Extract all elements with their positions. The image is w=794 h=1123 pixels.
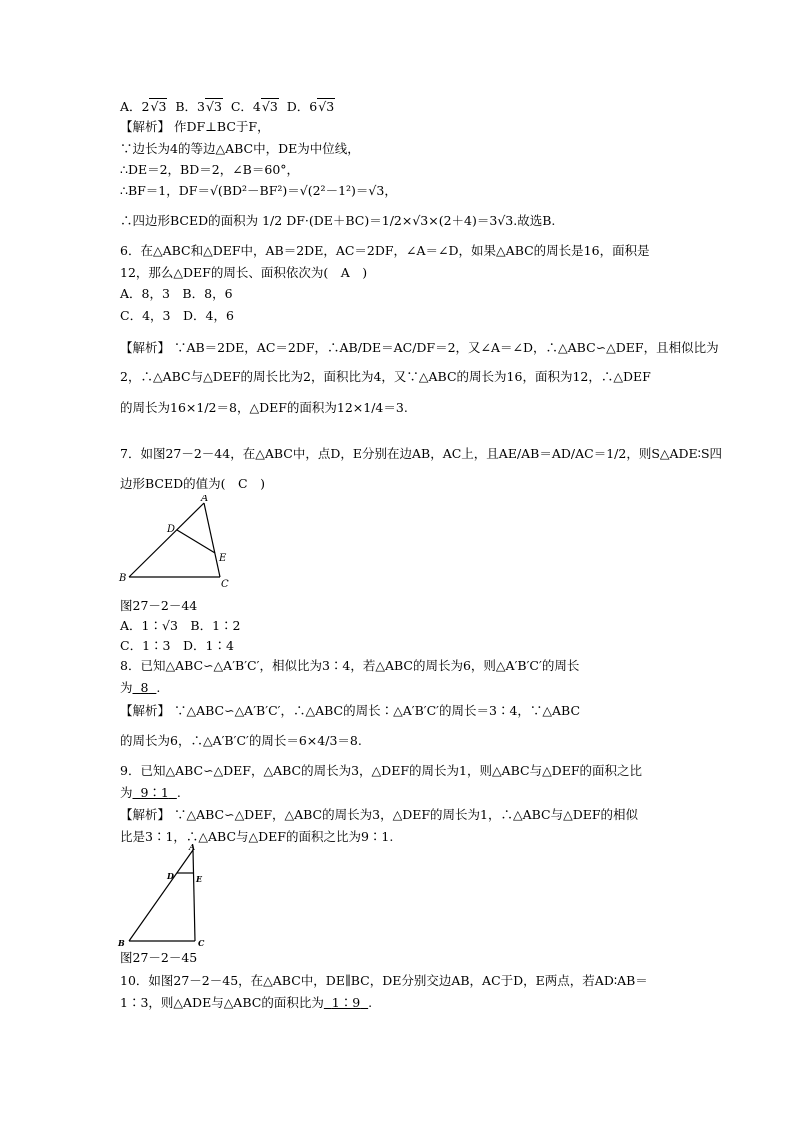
label-e: E — [196, 874, 203, 884]
side-ac — [193, 850, 195, 941]
label-b: B — [119, 573, 127, 584]
q6-options-2: C．4，3 D．4，6 — [120, 308, 234, 323]
segment-de — [177, 530, 215, 553]
q10-stem-line-1: 10．如图27－2－45，在△ABC中，DE∥BC，DE分别交边AB，AC于D，E两点，若AD∶AB＝ — [120, 973, 648, 988]
q5-solution-line-3: ∴DE＝2，BD＝2，∠B＝60°， — [120, 162, 300, 177]
q9-stem-line-2: 为 9∶1 . — [120, 785, 181, 800]
label-d: D — [167, 524, 176, 535]
side-ac — [204, 503, 220, 577]
q8-answer-blank: 8 — [140, 680, 149, 695]
label-e: E — [219, 553, 227, 564]
figure-27-2-45 — [115, 842, 215, 950]
q8-solution-line-2: 的周长为6，∴△A′B′C′的周长＝6×4/3＝8. — [120, 733, 362, 748]
q6-solution-line-1: 【解析】 ∵AB＝2DE，AC＝2DF，∴AB/DE＝AC/DF＝2，又∠A＝∠D，∴△ABC∽△DEF，且相似比为 — [120, 340, 719, 355]
q5-solution-line-5: ∴四边形BCED的面积为 1/2 DF·(DE＋BC)＝1/2×√3×(2＋4)＝3√3.故选B. — [120, 213, 556, 228]
q9-solution-line-1: 【解析】 ∵△ABC∽△DEF，△ABC的周长为3，△DEF的周长为1，∴△ABC与△DEF的相似 — [120, 807, 639, 822]
q10-stem-line-2: 1∶3，则△ADE与△ABC的面积比为 1∶9 . — [120, 995, 373, 1010]
figure-27-2-44-caption: 图27－2－44 — [120, 598, 198, 613]
q6-stem-line-1: 6．在△ABC和△DEF中，AB＝2DE，AC＝2DF，∠A＝∠D，如果△ABC的周长是16，面积是 — [120, 243, 650, 258]
q6-options-1: A．8，3 B．8，6 — [120, 286, 233, 301]
label-a: A — [201, 495, 209, 504]
q5-solution-line-4: ∴BF＝1，DF＝√(BD²－BF²)＝√(2²－1²)＝√3， — [120, 183, 397, 198]
q7-stem-line-1: 7．如图27－2－44，在△ABC中，点D，E分别在边AB，AC上，且AE/AB＝AD/AC＝1/2，则S△ADE∶S四 — [120, 446, 723, 461]
q7-options-2: C．1∶3 D．1∶4 — [120, 638, 234, 653]
figure-27-2-45-caption: 图27－2－45 — [120, 950, 198, 965]
q6-solution-line-3: 的周长为16×1/2＝8，△DEF的面积为12×1/4＝3. — [120, 400, 408, 415]
q10-answer-blank: 1∶9 — [331, 995, 361, 1010]
q5-solution-line-1: 【解析】 作DF⊥BC于F， — [120, 119, 270, 134]
label-a: A — [189, 842, 196, 852]
q8-stem-line-1: 8．已知△ABC∽△A′B′C′，相似比为3∶4，若△ABC的周长为6，则△A′B′C′的周长 — [120, 658, 580, 673]
q5-solution-line-2: ∵边长为4的等边△ABC中，DE为中位线， — [120, 141, 360, 156]
q6-stem-line-2: 12，那么△DEF的周长、面积依次为( A ) — [120, 265, 368, 280]
q7-options-1: A．1∶√3 B．1∶2 — [120, 618, 241, 633]
label-d: D — [167, 871, 174, 881]
q9-stem-line-1: 9．已知△ABC∽△DEF，△ABC的周长为3，△DEF的周长为1，则△ABC与△DEF的面积之比 — [120, 763, 642, 778]
q6-solution-line-2: 2，∴△ABC与△DEF的周长比为2，面积比为4，又∵△ABC的周长为16，面积为12，∴△DEF — [120, 369, 651, 384]
label-c: C — [198, 938, 205, 948]
q9-answer-blank: 9∶1 — [140, 785, 169, 800]
q7-stem-line-2: 边形BCED的值为( C ) — [120, 476, 265, 491]
label-b: B — [118, 938, 125, 948]
q5-options: A．2√3 B．3√3 C．4√3 D．6√3 — [120, 99, 335, 114]
label-c: C — [221, 579, 229, 590]
q9-solution-line-2: 比是3∶1，∴△ABC与△DEF的面积之比为9∶1. — [120, 829, 394, 844]
q8-stem-line-2: 为 8 . — [120, 680, 161, 695]
figure-27-2-44 — [115, 495, 245, 590]
side-ab — [129, 850, 193, 941]
q8-solution-line-1: 【解析】 ∵△ABC∽△A′B′C′，∴△ABC的周长∶△A′B′C′的周长＝3∶4，∵△ABC — [120, 703, 581, 718]
